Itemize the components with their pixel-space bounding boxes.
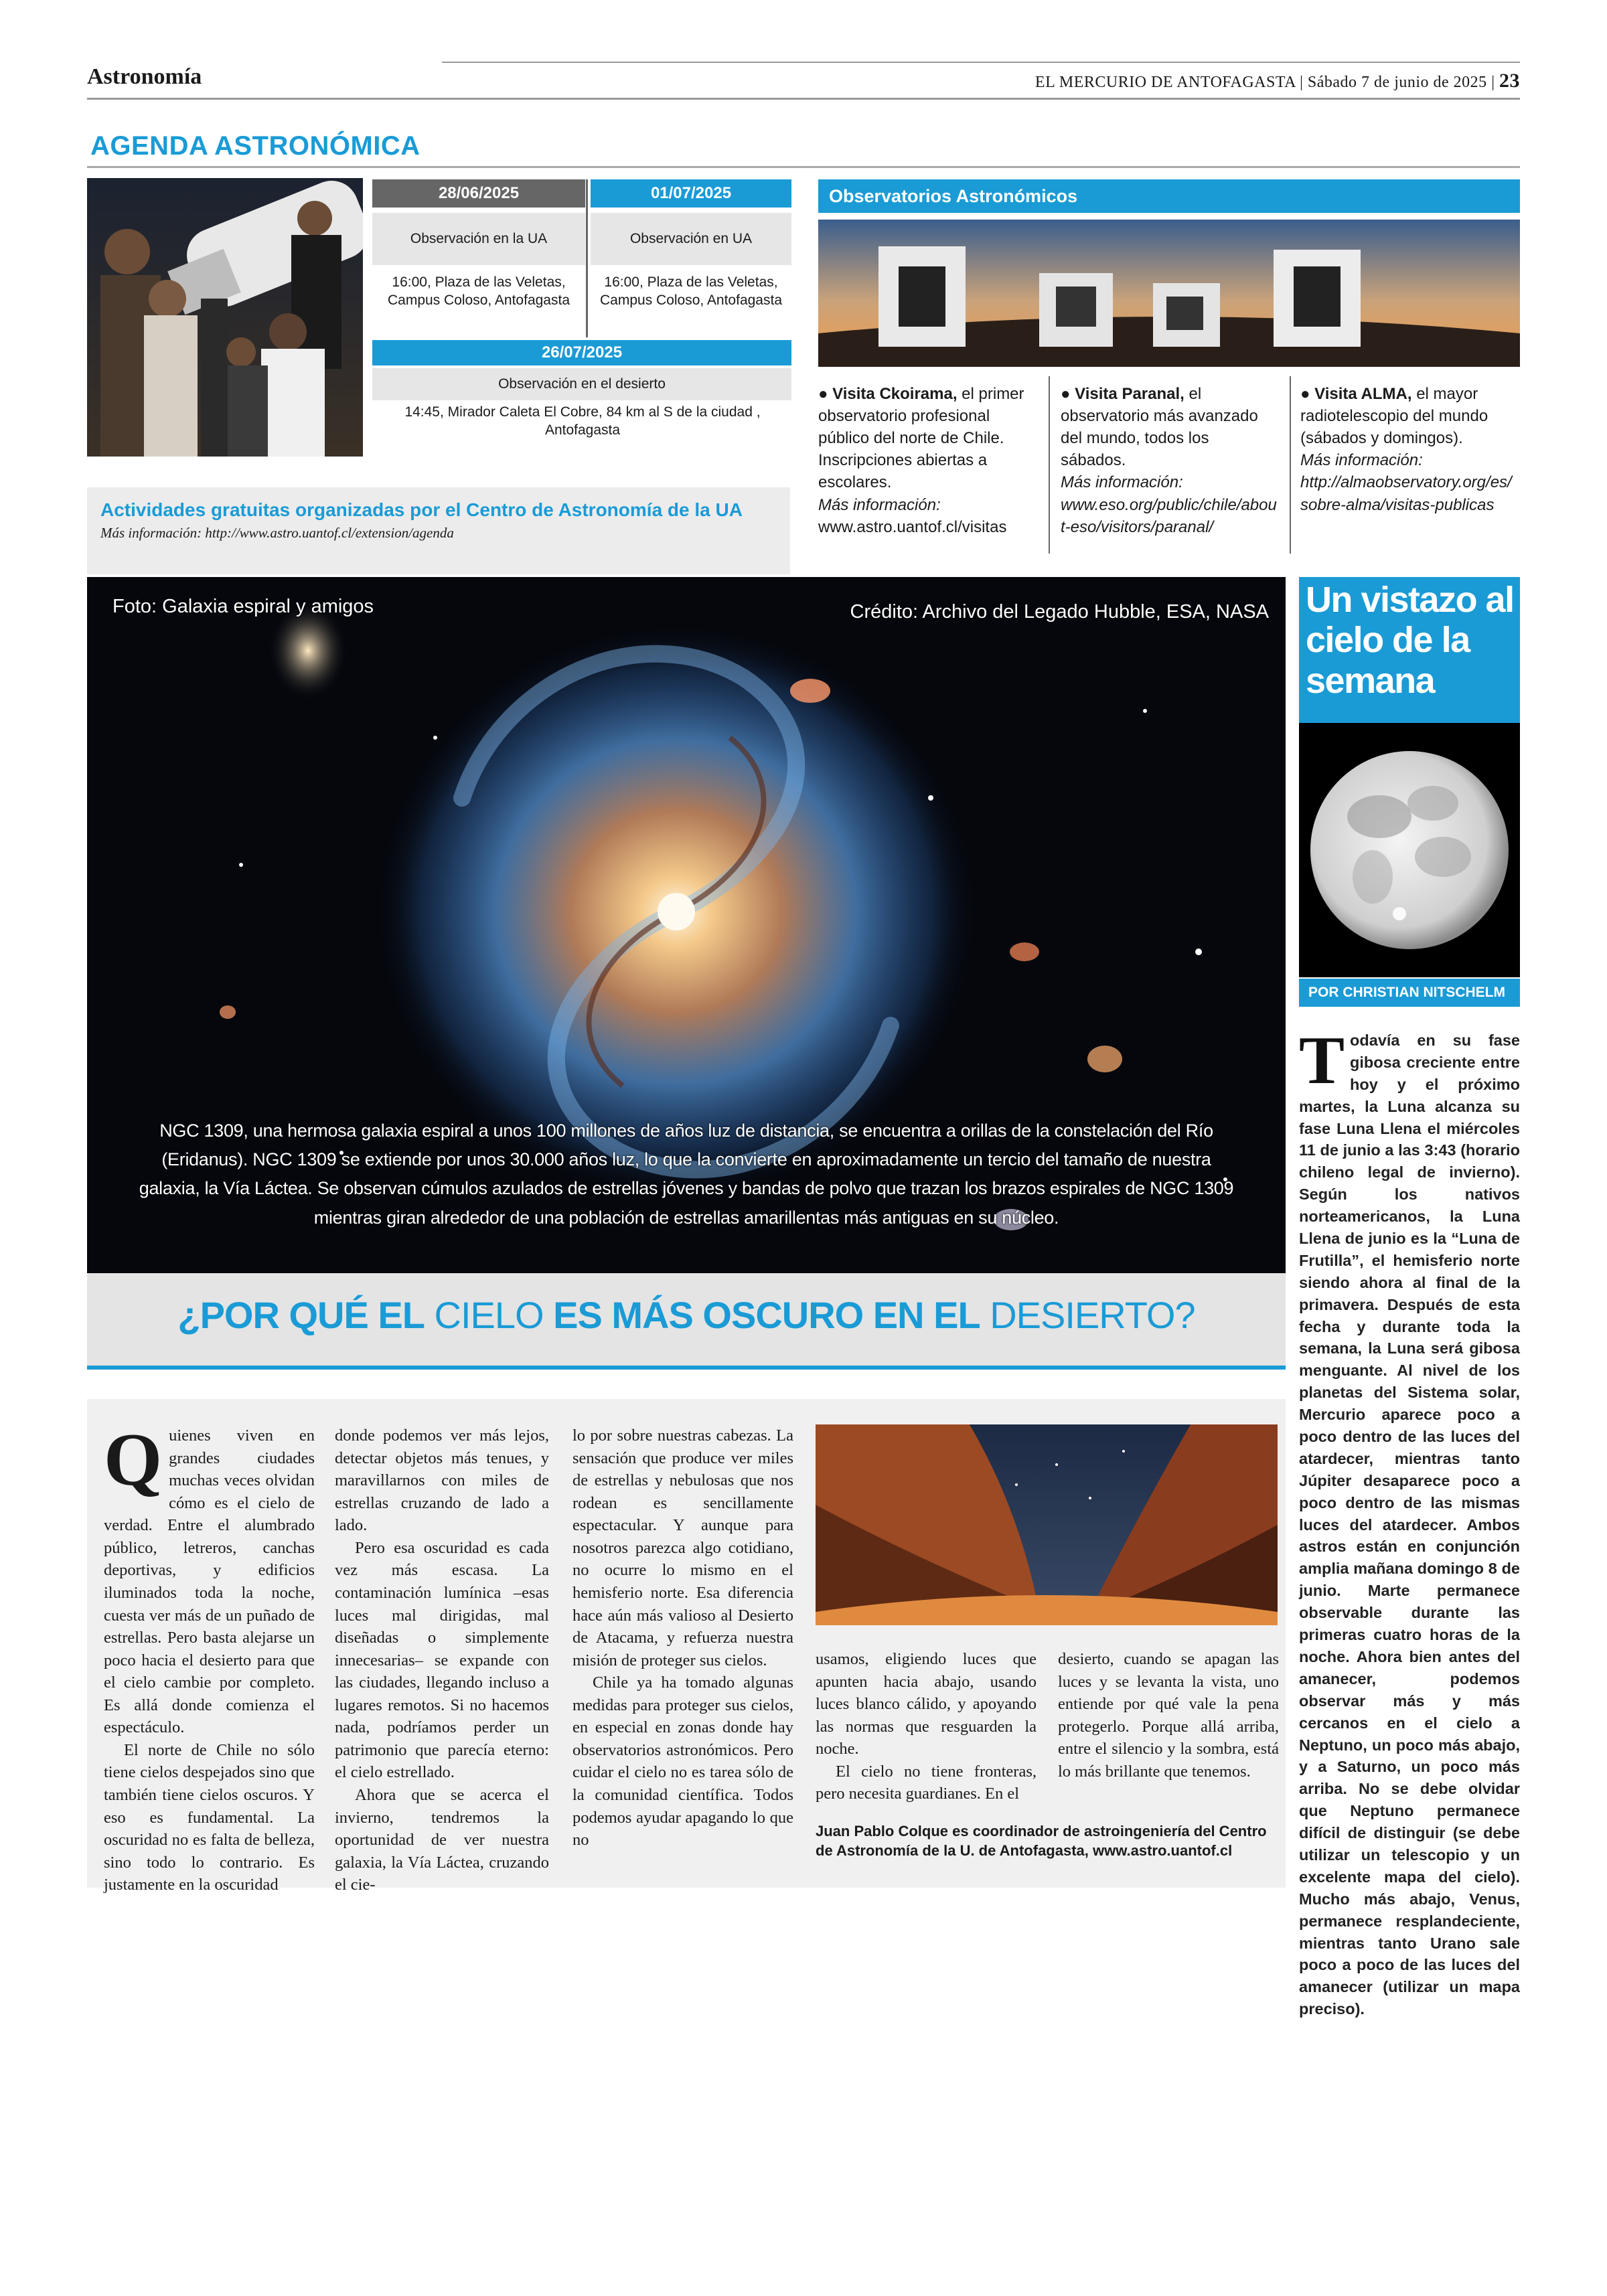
observatory-name: Visita Ckoirama, — [832, 385, 958, 403]
sidebar-dropcap: T — [1299, 1023, 1345, 1098]
agenda-rule — [87, 166, 1520, 168]
event-name-3: Observación en el desierto — [372, 368, 791, 400]
observatories-photo — [818, 220, 1520, 367]
page-number: 23 — [1499, 70, 1520, 92]
moon-photo — [1299, 723, 1520, 977]
event-details-3: 14:45, Mirador Caleta El Cobre, 84 km al S de la ciudad , Antofagasta — [404, 404, 761, 438]
free-activities-title: Actividades gratuitas organizadas por el Centro de Astronomía de la UA — [100, 499, 743, 520]
photo-caption: NGC 1309, una hermosa galaxia espiral a unos 100 millones de años luz de distancia, se encuentra a orillas de la constelación del Río (Eridanus). NGC 1309 se extiende por unos 30.000 años luz, lo que la convierte en aproximadamente un tercio del tamaño de nuestra galaxia, la Vía Láctea. Se observan cúmulos azulados de estrellas jóvenes y bandas de polvo que trazan los brazos espirales de NGC 1309 mientras giran alrededor de una población de estrellas amarillentas más antiguas en su núcleo. — [139, 1121, 1234, 1228]
observatory-more-label: Más información: — [1300, 451, 1423, 470]
article-paragraph: Pero esa oscuridad es cada vez más escasa. La contaminación lumínica –esas luces mal dirigidas, mal diseñadas o simplemente innecesarias– se expande con las ciudades, llegando incluso a lugares remotos. Si no hacemos nada, podríamos perder un patrimonio que parecía eterno: el cielo estrellado. — [335, 1538, 549, 1782]
observatory-name: Visita ALMA, — [1314, 385, 1412, 403]
article-dropcap: Q — [104, 1418, 163, 1501]
headline-part: ¿POR QUÉ EL — [177, 1294, 425, 1336]
article-column-4 — [816, 1648, 1037, 1805]
article-paragraph: uienes viven en grandes ciudades muchas veces olvidan cómo es el cielo de verdad. Entre el alumbrado público, letreros, canchas deportivas, y edificios iluminados toda la noche, cuesta ver más de un puñado de estrellas. Pero basta alejarse un poco hacia el desierto para que el cielo cambie por completo. Es allá donde comienza el espectáculo. — [104, 1426, 315, 1737]
event-divider — [586, 179, 588, 337]
observatory-text: el observatorio más avanzado del mundo, todos los sábados. — [1061, 385, 1258, 470]
observatory-more-label: Más información: — [1061, 473, 1183, 492]
observatory-item-ckoirama: ● Visita Ckoirama, el primer observatorio profesional público del norte de Chile. Inscripciones abiertas a escolares. Más información: www.astro.uantof.cl/visitas — [818, 385, 1024, 536]
observatory-item-paranal: ● Visita Paranal, el observatorio más avanzado del mundo, todos los sábados. Más información: www.eso.org/public/chile/about-eso/visitors/paranal/ — [1061, 385, 1277, 536]
event-date-1: 28/06/2025 — [372, 179, 585, 208]
article-paragraph: Ahora que se acerca el invierno, tendremos la oportunidad de ver nuestra galaxia, la Vía Láctea, cruzando el cie- — [335, 1786, 549, 1894]
article-column-2 — [335, 1424, 549, 1896]
observatory-url[interactable]: www.eso.org/public/chile/about-eso/visitors/paranal/ — [1061, 495, 1277, 536]
free-activities-box — [87, 487, 790, 574]
observatory-item-alma: ● Visita ALMA, el mayor radiotelescopio del mundo (sábados y domingos). Más información: http://almaobservatory.org/es/sobre-alma/visitas-publicas — [1300, 385, 1512, 514]
header-top-rule — [442, 62, 1520, 63]
article-paragraph: donde podemos ver más lejos, detectar objetos más tenues, y maravillarnos con miles de estrellas cruzando de lado a lado. — [335, 1426, 549, 1535]
event-name-2: Observación en UA — [591, 213, 791, 265]
newspaper-name: EL MERCURIO DE ANTOFAGASTA — [1035, 74, 1296, 91]
observatory-name: Visita Paranal, — [1075, 385, 1184, 403]
header-rule — [87, 98, 1520, 100]
sidebar-title: Un vistazo al cielo de la semana — [1306, 580, 1514, 701]
event-name-1: Observación en la UA — [372, 213, 585, 265]
article-headline — [87, 1293, 1286, 1337]
article-byline: Juan Pablo Colque es coordinador de astroingeniería del Centro de Astronomía de la U. de Antofagasta, www.astro.uantof.cl — [816, 1823, 1267, 1859]
article-column-5 — [1058, 1648, 1279, 1783]
agenda-title: AGENDA ASTRONÓMICA — [90, 131, 420, 161]
article-paragraph: Chile ya ha tomado algunas medidas para proteger sus cielos, en especial en zonas donde hay observatorios astronómicos. Pero cuidar el cielo no es tarea sólo de la comunidad científica. Todos podemos ayudar apagando lo que no — [572, 1673, 793, 1850]
event-date-3: 26/07/2025 — [372, 340, 791, 365]
observatory-url[interactable]: http://almaobservatory.org/es/sobre-alma/visitas-publicas — [1300, 473, 1512, 514]
photo-label: Foto: Galaxia espiral y amigos — [112, 596, 374, 617]
free-activities-link[interactable]: Más información: http://www.astro.uantof.cl/extension/agenda — [100, 525, 454, 541]
obs-divider-1 — [1049, 376, 1050, 554]
observatory-text: el mayor radiotelescopio del mundo (sábados y domingos). — [1300, 385, 1488, 448]
telescope-photo — [87, 178, 363, 457]
headline-part: ES MÁS OSCURO EN EL — [553, 1294, 980, 1336]
headline-part: DESIERTO? — [980, 1294, 1195, 1336]
observatory-more-label: Más información: — [818, 495, 941, 514]
event-date-2: 01/07/2025 — [591, 179, 791, 208]
article-paragraph: El cielo no tiene fronteras, pero necesita guardianes. En el — [816, 1762, 1037, 1803]
section-label: Astronomía — [87, 64, 202, 89]
event-details-1: 16:00, Plaza de las Veletas, Campus Coloso, Antofagasta — [388, 274, 570, 309]
article-paragraph: usamos, eligiendo luces que apunten hacia abajo, usando luces blanco cálido, y apoyando las normas que resguarden la noche. — [816, 1650, 1037, 1758]
issue-date: Sábado 7 de junio de 2025 — [1307, 74, 1487, 91]
article-column-1 — [104, 1418, 315, 1896]
event-details-2: 16:00, Plaza de las Veletas, Campus Coloso, Antofagasta — [600, 274, 782, 309]
observatory-url[interactable]: www.astro.uantof.cl/visitas — [818, 517, 1007, 536]
observatory-text: el primer observatorio profesional público del norte de Chile. Inscripciones abiertas a escolares. — [818, 385, 1024, 492]
sidebar-paragraph: odavía en su fase gibosa creciente entre hoy y el próximo martes, la Luna alcanza su fase Luna Llena el miércoles 11 de junio a las 3:43 (horario chileno legal de invierno). Según los nativos norteamericanos, la Luna Llena de junio es la “Luna de Frutilla”, el hemisferio norte siendo ahora al final de la primavera. Después de esta fecha y durante toda la semana, la Luna será gibosa menguante. Al nivel de los planetas del Sistema solar, Mercurio aparece poco a poco dentro de las luces del atardecer, mientras tanto Júpiter desaparece poco a poco dentro de las mismas luces del atardecer. Ambos astros están en conjunción amplia mañana domingo 8 de junio. Marte permanece observable durante las primeras cuatro horas de la noche. Ahora bien antes del amanecer, podemos observar más y más cercanos en el cielo a Neptuno, un poco más abajo, y a Saturno, un poco más arriba. No se debe olvidar que Neptuno permanece difícil de distinguir (se debe utilizar un telescopio y un excelente mapa del cielo). Mucho más abajo, Venus, permanece resplandeciente, mientras tanto Urano sale poco a poco de las luces del amanecer (utilizar un mapa preciso). — [1299, 1032, 1520, 2018]
article-column-3 — [572, 1424, 793, 1852]
masthead: EL MERCURIO DE ANTOFAGASTA | Sábado 7 de junio de 2025 | 23 — [1035, 70, 1520, 92]
sidebar-text — [1299, 1023, 1520, 2020]
headline-part: CIELO — [424, 1294, 554, 1336]
headline-rule — [87, 1366, 1286, 1370]
sidebar-author: POR CHRISTIAN NITSCHELM — [1299, 979, 1520, 1007]
observatories-title: Observatorios Astronómicos — [818, 179, 1520, 213]
article-paragraph: desierto, cuando se apagan las luces y se levanta la vista, uno entiende por qué vale la pena protegerlo. Porque allá arriba, entre el silencio y la sombra, está lo más brillante que tenemos. — [1058, 1650, 1279, 1781]
article-paragraph: lo por sobre nuestras cabezas. La sensación que produce ver miles de estrellas y nebulosas que nos rodean es sencillamente espectacular. Y aunque para nosotros parezca algo cotidiano, no ocurre lo mismo en el hemisferio norte. Esa diferencia hace aún más valioso al Desierto de Atacama, y refuerza nuestra misión de proteger sus cielos. — [572, 1426, 793, 1669]
desert-night-photo — [816, 1424, 1278, 1625]
obs-divider-2 — [1290, 376, 1291, 554]
article-paragraph: El norte de Chile no sólo tiene cielos despejados sino que también tiene cielos oscuros. Y eso es fundamental. La oscuridad no es falta de belleza, sino todo lo contrario. Es justamente en la oscuridad — [104, 1740, 315, 1894]
photo-credit: Crédito: Archivo del Legado Hubble, ESA, NASA — [850, 601, 1269, 623]
